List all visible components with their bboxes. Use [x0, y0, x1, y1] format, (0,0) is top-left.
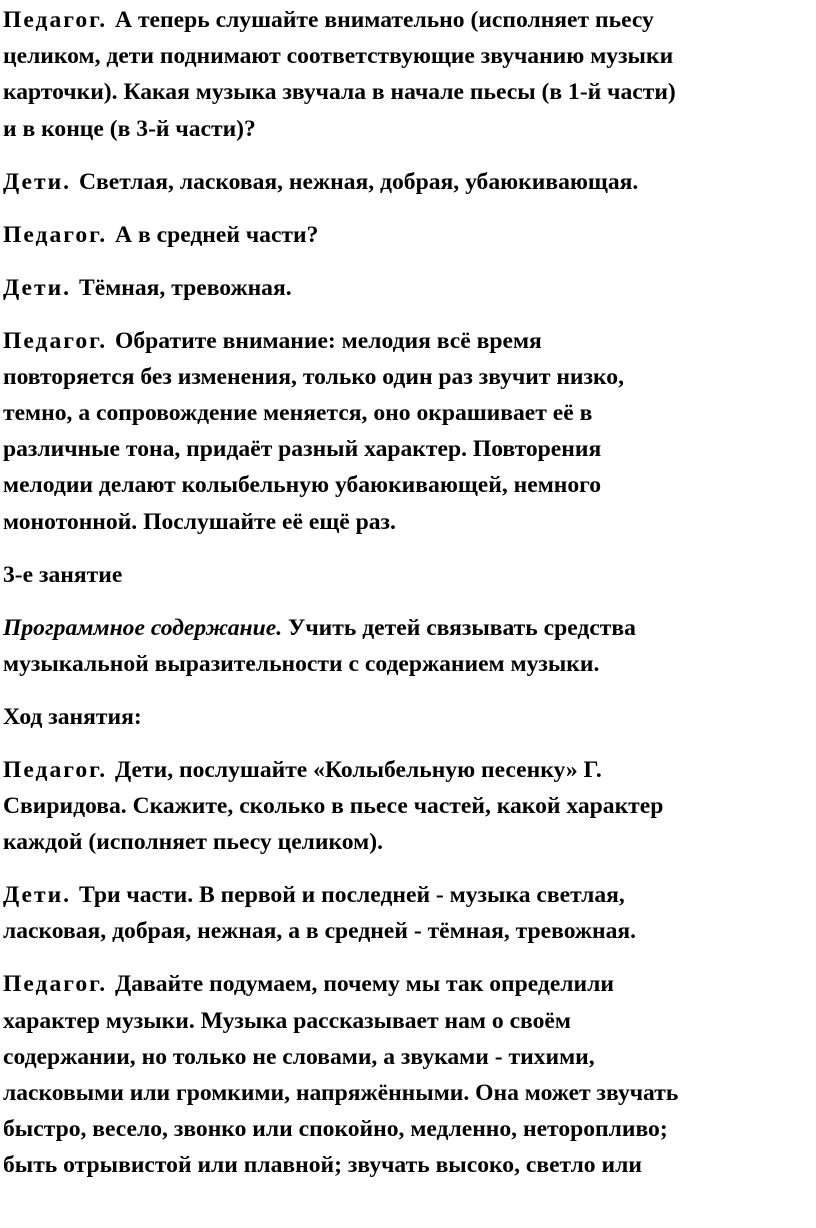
line-text: Дети, послушайте «Колыбельную песенку» Г. — [115, 756, 602, 783]
dialogue-paragraph-teacher — [3, 2, 811, 147]
speaker-label: Дети. — [3, 168, 72, 195]
text-line: темно, а сопровождение меняется, оно окрашивает её в — [3, 400, 593, 427]
text-line: целиком, дети поднимают соответствующие звучанию музыки — [3, 43, 674, 70]
heading-text: 3-е занятие — [3, 561, 123, 588]
text-line — [3, 2, 811, 38]
text-line: Свиридова. Скажите, сколько в пьесе частей, какой характер — [3, 793, 664, 820]
line-text: Учить детей связывать средства — [288, 614, 636, 641]
dialogue-paragraph-teacher — [3, 966, 811, 1183]
text-line: и в конце (в 3-й части)? — [3, 115, 256, 142]
text-line: характер музыки. Музыка рассказывает нам о своём — [3, 1007, 571, 1034]
line-text: Три части. В первой и последней - музыка светлая, — [78, 882, 625, 909]
line-text: Тёмная, тревожная. — [78, 274, 292, 301]
speaker-label: Педагог. — [3, 221, 108, 248]
heading-text: Ход занятия: — [3, 703, 142, 730]
text-line: каждой (исполняет пьесу целиком). — [3, 829, 383, 856]
text-line — [3, 323, 811, 359]
speaker-label: Дети. — [3, 882, 72, 909]
text-line: содержании, но только не словами, а звуками - тихими, — [3, 1043, 595, 1070]
speaker-label: Педагог. — [3, 756, 108, 783]
document-page — [3, 2, 811, 1200]
text-line — [3, 877, 811, 913]
text-line — [3, 217, 811, 253]
text-line — [3, 752, 811, 788]
text-line: быть отрывистой или плавной; звучать высоко, светло или — [3, 1152, 642, 1179]
dialogue-paragraph-children — [3, 164, 811, 200]
line-text: Обратите внимание: мелодия всё время — [115, 327, 542, 354]
program-content-paragraph — [3, 610, 811, 682]
line-text: Светлая, ласковая, нежная, добрая, убаюкивающая. — [78, 168, 639, 195]
text-line: монотонной. Послушайте её ещё раз. — [3, 508, 396, 535]
text-line: быстро, весело, звонко или спокойно, медленно, неторопливо; — [3, 1116, 668, 1143]
text-line: ласковыми или громкими, напряжёнными. Она может звучать — [3, 1080, 679, 1107]
line-text: А в средней части? — [115, 221, 319, 248]
line-text: Давайте подумаем, почему мы так определили — [115, 971, 614, 998]
speaker-label: Дети. — [3, 274, 72, 301]
dialogue-paragraph-children — [3, 877, 811, 949]
text-line: повторяется без изменения, только один раз звучит низко, — [3, 363, 624, 390]
dialogue-paragraph-teacher — [3, 752, 811, 861]
dialogue-paragraph-children — [3, 270, 811, 306]
text-line — [3, 610, 811, 646]
speaker-label: Педагог. — [3, 7, 108, 33]
section-heading — [3, 557, 811, 593]
text-line — [3, 164, 811, 200]
text-line: карточки). Какая музыка звучала в начале пьесы (в 1-й части) — [3, 79, 676, 106]
dialogue-paragraph-teacher — [3, 323, 811, 540]
text-line: музыкальной выразительности с содержанием музыки. — [3, 650, 600, 677]
text-line — [3, 270, 811, 306]
line-text: А теперь слушайте внимательно (исполняет пьесу — [115, 7, 654, 33]
text-line: мелодии делают колыбельную убаюкивающей, немного — [3, 472, 602, 499]
dialogue-paragraph-teacher — [3, 217, 811, 253]
text-line: различные тона, придаёт разный характер. Повторения — [3, 436, 602, 463]
speaker-label: Педагог. — [3, 327, 108, 354]
section-heading — [3, 699, 811, 735]
italic-label: Программное содержание. — [3, 614, 283, 641]
text-line — [3, 966, 811, 1002]
text-line: ласковая, добрая, нежная, а в средней - тёмная, тревожная. — [3, 918, 637, 945]
speaker-label: Педагог. — [3, 971, 108, 998]
